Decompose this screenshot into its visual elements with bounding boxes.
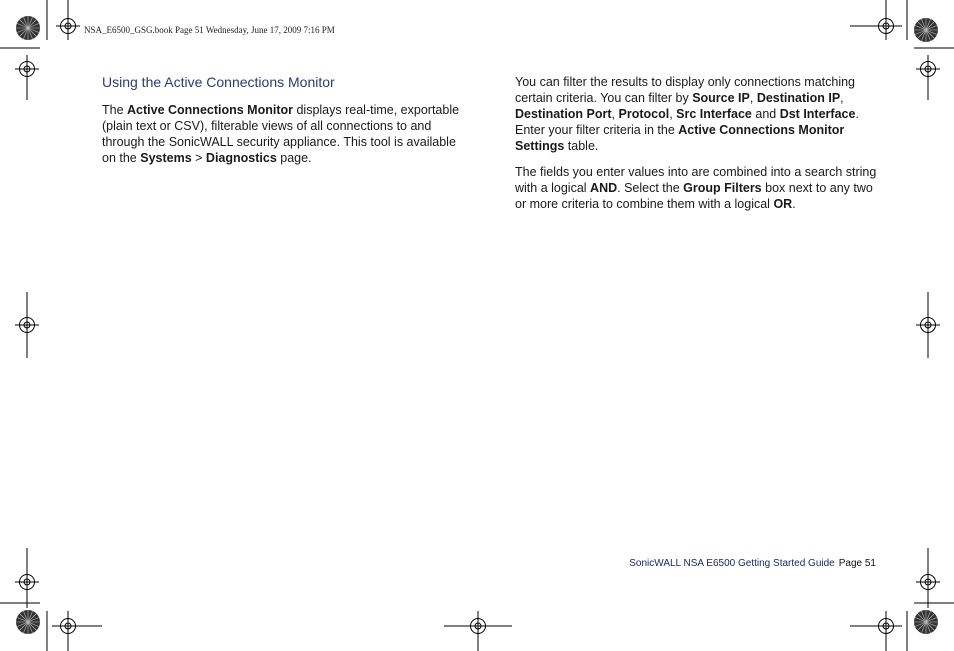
star-target-bottom-left (16, 610, 40, 634)
section-heading: Using the Active Connections Monitor (102, 74, 335, 90)
right-column (515, 74, 887, 222)
footer-page-number: Page 51 (838, 558, 876, 569)
intro-paragraph: The Active Connections Monitor displays real-time, exportable (plain text or CSV), filterable views of all connections to and through the SonicWALL security appliance. This tool is available on the Systems > Diagnostics page. (102, 103, 460, 165)
page-footer (629, 558, 876, 569)
star-target-top-left (16, 16, 40, 40)
star-target-bottom-right (914, 610, 938, 634)
left-column (102, 74, 472, 176)
footer-guide-title: SonicWALL NSA E6500 Getting Started Guide (629, 558, 835, 569)
filter-paragraph: You can filter the results to display only connections matching certain criteria. You can filter by Source IP, Destination IP, Destination Port, Protocol, Src Interface and Dst Interface. Enter your filter criteria in the Active Connections Monitor Settings table. (515, 75, 859, 153)
print-slug: NSA_E6500_GSG.book Page 51 Wednesday, June 17, 2009 7:16 PM (84, 25, 335, 35)
star-target-top-right (914, 18, 938, 42)
logic-paragraph: The fields you enter values into are combined into a search string with a logical AND. Select the Group Filters box next to any two or more criteria to combine them with a logical OR. (515, 165, 877, 211)
